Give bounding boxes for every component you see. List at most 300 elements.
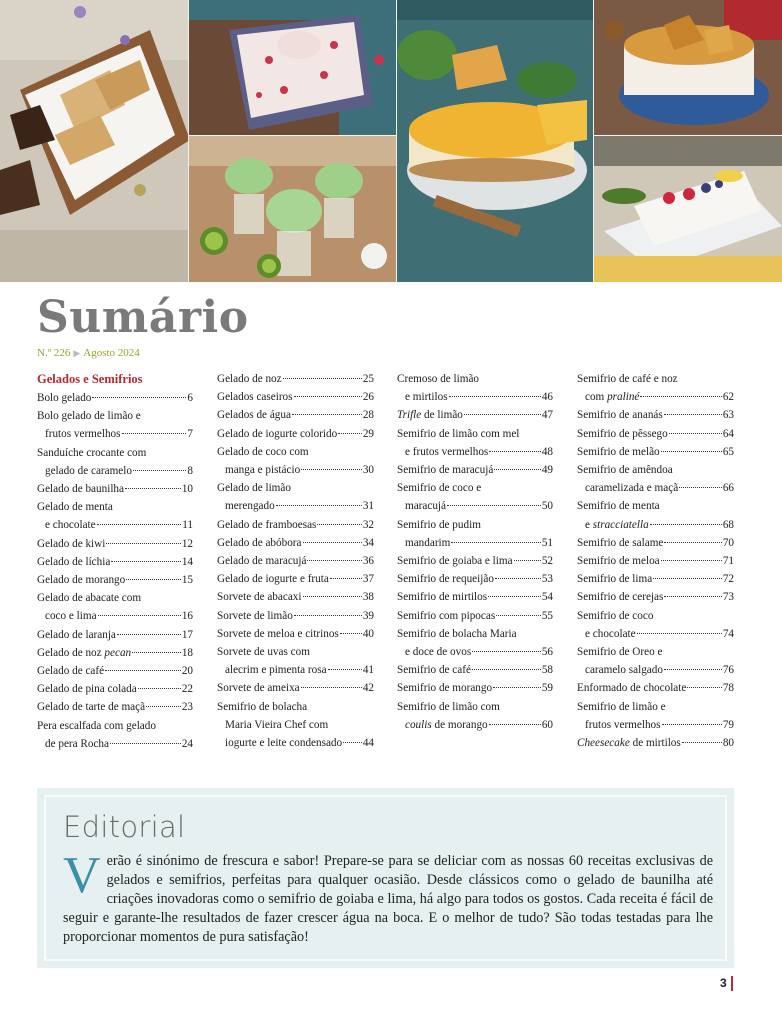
toc-entry-page: 59	[541, 682, 553, 695]
toc-entry-page: 40	[362, 627, 374, 640]
toc-entry[interactable]	[217, 479, 374, 515]
toc-entry-title: Gelado de iogurte e fruta	[217, 573, 329, 586]
toc-entry-title: Semifrio de limão e	[577, 700, 666, 713]
toc-entry[interactable]	[217, 516, 374, 534]
toc-entry-page: 26	[362, 391, 374, 404]
toc-dot-leader	[122, 433, 187, 434]
toc-entry[interactable]	[37, 444, 193, 480]
toc-entry[interactable]	[397, 588, 553, 606]
toc-entry-line	[217, 607, 374, 625]
toc-entry-page: 20	[181, 665, 193, 678]
toc-entry[interactable]	[577, 734, 734, 752]
toc-entry[interactable]	[577, 698, 734, 734]
toc-entry-title: e chocolate	[45, 519, 96, 532]
toc-entry[interactable]	[397, 661, 553, 679]
toc-entry-title: alecrim e pimenta rosa	[225, 664, 327, 677]
toc-entry-title: Semifrio de limão com mel	[397, 427, 520, 440]
toc-dot-leader	[679, 487, 722, 488]
toc-entry-page: 78	[722, 682, 734, 695]
toc-entry-line	[577, 625, 734, 643]
toc-entry[interactable]	[577, 425, 734, 443]
toc-entry-page: 65	[722, 445, 734, 458]
toc-entry-line	[37, 407, 193, 425]
toc-entry-page: 22	[181, 683, 193, 696]
page-number-bar	[731, 976, 733, 991]
toc-entry-line	[577, 479, 734, 497]
toc-entry-title: Semifrio de goiaba e lima	[397, 555, 513, 568]
toc-entry-title: Enformado de chocolate	[577, 682, 687, 695]
toc-entry-page: 62	[722, 391, 734, 404]
toc-dot-leader	[488, 596, 541, 597]
toc-entry-line	[397, 607, 553, 625]
toc-entry[interactable]	[397, 625, 553, 661]
toc-dot-leader	[494, 469, 541, 470]
toc-entry-title: Gelado de abacate com	[37, 592, 142, 605]
toc-entry-page: 49	[541, 464, 553, 477]
photo-orange-cheesecake	[397, 0, 593, 282]
toc-dot-leader	[117, 634, 181, 635]
toc-entry[interactable]	[397, 370, 553, 406]
toc-entry-line	[577, 406, 734, 424]
toc-entry[interactable]	[217, 643, 374, 679]
toc-entry[interactable]	[397, 698, 553, 734]
toc-entry-title: iogurte e leite condensado	[225, 737, 343, 750]
toc-entry-line	[217, 497, 374, 515]
toc-entry-title: Gelado de abóbora	[217, 536, 302, 549]
toc-column-4	[577, 370, 734, 752]
toc-entry-page: 8	[187, 464, 193, 477]
toc-dot-leader	[307, 560, 361, 561]
toc-dot-leader	[111, 561, 181, 562]
toc-dot-leader	[317, 524, 361, 525]
toc-entry-title: e doce de ovos	[405, 646, 472, 659]
toc-entry[interactable]	[577, 443, 734, 461]
toc-entry-page: 17	[181, 628, 193, 641]
toc-entry[interactable]	[217, 425, 374, 443]
toc-entry[interactable]	[217, 607, 374, 625]
toc-entry[interactable]	[397, 516, 553, 552]
photo-kiwi-ice-cream	[189, 136, 396, 282]
toc-dot-leader	[661, 560, 722, 561]
toc-entry[interactable]	[577, 679, 734, 697]
toc-entry[interactable]	[217, 679, 374, 697]
toc-entry-page: 41	[362, 664, 374, 677]
toc-entry[interactable]	[217, 625, 374, 643]
toc-entry-line	[577, 661, 734, 679]
toc-entry-page: 44	[362, 737, 374, 750]
toc-entry-title: Semifrio de pêssego	[577, 427, 668, 440]
toc-entry[interactable]	[577, 497, 734, 533]
toc-dot-leader	[472, 651, 541, 652]
toc-entry-page: 71	[722, 555, 734, 568]
toc-entry[interactable]	[37, 680, 193, 698]
toc-entry[interactable]	[37, 535, 193, 553]
toc-entry[interactable]	[397, 607, 553, 625]
toc-dot-leader	[97, 524, 182, 525]
toc-entry-title: e chocolate	[585, 627, 636, 640]
toc-entry-page: 63	[722, 409, 734, 422]
toc-column-1	[37, 370, 193, 753]
toc-entry-title: Gelado de coco com	[217, 445, 309, 458]
photo-semifreddo-loaf	[594, 136, 782, 282]
toc-entry-page: 24	[181, 737, 193, 750]
toc-entry-title: Gelado de noz pecan	[37, 646, 132, 659]
toc-entry-line	[217, 588, 374, 606]
toc-entry[interactable]	[577, 552, 734, 570]
toc-column-2	[217, 370, 374, 752]
toc-entry-line	[397, 625, 553, 643]
editorial-box	[37, 788, 734, 968]
toc-dot-leader	[105, 670, 181, 671]
toc-entry[interactable]	[577, 570, 734, 588]
toc-entry-title: maracujá	[405, 500, 446, 513]
toc-entry-line	[217, 552, 374, 570]
toc-entry[interactable]	[577, 534, 734, 552]
toc-dot-leader	[338, 433, 362, 434]
toc-entry[interactable]	[577, 461, 734, 497]
page-title: Sumário	[37, 292, 249, 343]
toc-entry-title: Semifrio de salame	[577, 536, 664, 549]
toc-entry-page: 58	[541, 664, 553, 677]
toc-entry-line	[577, 516, 734, 534]
toc-dot-leader	[650, 524, 722, 525]
toc-entry-page: 64	[722, 427, 734, 440]
toc-entry-line	[217, 570, 374, 588]
toc-entry-line	[37, 589, 193, 607]
toc-dot-leader	[126, 579, 181, 580]
toc-entry-page: 55	[541, 609, 553, 622]
photo-raspberry-ice-cream-tray	[189, 0, 396, 135]
toc-entry-line	[397, 406, 553, 424]
toc-entry[interactable]	[397, 461, 553, 479]
issue-date: Agosto 2024	[83, 347, 140, 359]
toc-entry-page: 68	[722, 518, 734, 531]
toc-dot-leader	[637, 633, 722, 634]
toc-entry[interactable]	[397, 406, 553, 424]
toc-entry-page: 60	[541, 718, 553, 731]
toc-entry-line	[397, 425, 553, 443]
toc-entry-title: Gelado de maracujá	[217, 555, 307, 568]
toc-entry-line	[217, 388, 374, 406]
toc-entry-title: Gelado de menta	[37, 501, 113, 514]
toc-entry-line	[37, 735, 193, 753]
toc-entry-title: Semifrio de ananás	[577, 409, 663, 422]
toc-entry-page: 10	[181, 483, 193, 496]
toc-entry-line	[217, 643, 374, 661]
toc-dot-leader	[653, 578, 722, 579]
toc-entry-line	[397, 661, 553, 679]
toc-entry-title: e frutos vermelhos	[405, 445, 489, 458]
toc-entry-line	[577, 425, 734, 443]
toc-entry-page: 51	[541, 536, 553, 549]
toc-entry-line	[577, 588, 734, 606]
toc-entry-title: Gelado de kiwi	[37, 537, 106, 550]
toc-entry-line	[577, 461, 734, 479]
toc-entry-line	[397, 698, 553, 716]
toc-dot-leader	[132, 652, 181, 653]
toc-entry-page: 36	[362, 555, 374, 568]
toc-entry[interactable]	[37, 589, 193, 625]
toc-dot-leader	[451, 542, 540, 543]
toc-entry[interactable]	[217, 406, 374, 424]
toc-entry-page: 73	[722, 591, 734, 604]
toc-entry-line	[397, 588, 553, 606]
toc-entry-line	[577, 497, 734, 515]
toc-entry-page: 11	[182, 519, 193, 532]
toc-entry-line	[217, 406, 374, 424]
editorial-body	[63, 847, 713, 947]
issue-info	[37, 347, 140, 359]
toc-entry-line	[397, 570, 553, 588]
toc-dot-leader	[92, 397, 186, 398]
toc-entry[interactable]	[37, 389, 193, 407]
toc-entry[interactable]	[37, 553, 193, 571]
toc-entry[interactable]	[217, 588, 374, 606]
toc-entry-title: Semifrio de bolacha Maria	[397, 627, 517, 640]
toc-entry-title: caramelizada e maçã	[585, 482, 679, 495]
toc-entry-line	[37, 516, 193, 534]
toc-entry-line	[577, 534, 734, 552]
toc-entry-line	[37, 444, 193, 462]
toc-entry-title: Sorvete de limão	[217, 609, 293, 622]
toc-entry-line	[577, 716, 734, 734]
toc-dot-leader	[292, 414, 362, 415]
toc-entry-line	[397, 388, 553, 406]
toc-entry[interactable]	[577, 588, 734, 606]
issue-number: N.º 226	[37, 347, 71, 359]
toc-entry[interactable]	[37, 407, 193, 443]
toc-entry-title: Gelado de líchia	[37, 555, 111, 568]
toc-entry-line	[37, 498, 193, 516]
toc-dot-leader	[664, 596, 721, 597]
toc-entry-title: Gelado de iogurte colorido	[217, 427, 338, 440]
toc-entry-title: Semifrio de limão com	[397, 700, 500, 713]
toc-entry[interactable]	[37, 571, 193, 589]
toc-entry-title: Semifrio de maracujá	[397, 464, 494, 477]
toc-dot-leader	[301, 687, 362, 688]
toc-entry-title: Semifrio de melão	[577, 445, 660, 458]
toc-dot-leader	[449, 396, 541, 397]
toc-entry-page: 12	[181, 537, 193, 550]
toc-entry-title: de pera Rocha	[45, 737, 109, 750]
toc-dot-leader	[138, 688, 181, 689]
toc-entry-line	[577, 607, 734, 625]
toc-entry-line	[37, 626, 193, 644]
toc-entry-title: caramelo salgado	[585, 664, 663, 677]
toc-entry[interactable]	[397, 679, 553, 697]
toc-dot-leader	[294, 615, 362, 616]
toc-dot-leader	[687, 687, 721, 688]
toc-dot-leader	[340, 633, 362, 634]
toc-entry-page: 47	[541, 409, 553, 422]
toc-entry[interactable]	[577, 643, 734, 679]
toc-dot-leader	[664, 414, 722, 415]
toc-entry-line	[397, 370, 553, 388]
toc-dot-leader	[472, 669, 541, 670]
toc-entry-title: Sorvete de ameixa	[217, 682, 300, 695]
toc-entry-title: manga e pistácio	[225, 464, 301, 477]
toc-dot-leader	[661, 451, 722, 452]
toc-entry-line	[217, 698, 374, 716]
toc-entry-title: Gelado de laranja	[37, 628, 116, 641]
toc-entry-page: 25	[362, 373, 374, 385]
toc-entry-title: Semifrio de coco e	[397, 482, 482, 495]
toc-entry-page: 76	[722, 664, 734, 677]
toc-entry-page: 74	[722, 627, 734, 640]
toc-dot-leader	[464, 414, 541, 415]
toc-entry-line	[577, 388, 734, 406]
toc-entry-line	[217, 461, 374, 479]
toc-entry-page: 50	[541, 500, 553, 513]
toc-entry[interactable]	[577, 406, 734, 424]
toc-entry-page: 15	[181, 574, 193, 587]
toc-entry-line	[577, 570, 734, 588]
toc-entry-title: Semifrio com pipocas	[397, 609, 496, 622]
toc-entry-title: Semifrio de requeijão	[397, 573, 494, 586]
toc-entry[interactable]	[217, 534, 374, 552]
toc-entry-page: 18	[181, 646, 193, 659]
toc-entry-line	[217, 370, 374, 388]
toc-entry[interactable]	[217, 698, 374, 753]
toc-dot-leader	[662, 724, 722, 725]
toc-entry-line	[577, 552, 734, 570]
toc-entry-page: 29	[362, 427, 374, 440]
toc-entry-line	[397, 643, 553, 661]
toc-dot-leader	[496, 615, 541, 616]
toc-entry-title: Semifrio de café	[397, 664, 471, 677]
toc-entry[interactable]	[577, 370, 734, 406]
toc-entry[interactable]	[37, 644, 193, 662]
toc-entry-title: Gelados de água	[217, 409, 291, 422]
toc-dot-leader	[664, 542, 721, 543]
toc-entry-line	[397, 497, 553, 515]
toc-entry-line	[217, 661, 374, 679]
toc-entry-line	[217, 479, 374, 497]
toc-entry-title: Semifrio de menta	[577, 500, 660, 513]
toc-entry-title: Gelado de café	[37, 665, 105, 678]
toc-dot-leader	[303, 542, 362, 543]
toc-entry-page: 48	[541, 445, 553, 458]
toc-entry[interactable]	[397, 570, 553, 588]
toc-entry-page: 37	[362, 573, 374, 586]
toc-entry-title: Semifrio de meloa	[577, 555, 660, 568]
toc-entry-page: 72	[722, 573, 734, 586]
toc-column-3	[397, 370, 553, 734]
toc-entry[interactable]	[217, 370, 374, 388]
toc-entry[interactable]	[397, 425, 553, 461]
toc-entry[interactable]	[37, 626, 193, 644]
toc-entry-title: e mirtilos	[405, 391, 448, 404]
toc-entry-line	[577, 643, 734, 661]
toc-entry-page: 66	[722, 482, 734, 495]
toc-entry[interactable]	[397, 479, 553, 515]
toc-entry-title: Bolo gelado	[37, 392, 92, 404]
toc-entry[interactable]	[37, 498, 193, 534]
toc-dot-leader	[514, 560, 541, 561]
toc-entry[interactable]	[397, 552, 553, 570]
toc-entry-line	[37, 571, 193, 589]
toc-entry-title: Gelado de morango	[37, 574, 126, 587]
toc-dot-leader	[682, 742, 722, 743]
toc-entry-line	[37, 462, 193, 480]
toc-entry-title: Semifrio de coco	[577, 609, 654, 622]
toc-entry-line	[217, 734, 374, 752]
toc-entry[interactable]	[37, 698, 193, 716]
toc-dot-leader	[303, 596, 362, 597]
toc-dot-leader	[640, 396, 721, 397]
toc-entry-line	[217, 679, 374, 697]
toc-entry-title: Semifrio de cerejas	[577, 591, 664, 604]
triangle-icon: ▶	[73, 348, 81, 358]
photo-banner	[0, 0, 782, 282]
toc-entry[interactable]	[217, 443, 374, 479]
toc-entry-line	[577, 679, 734, 697]
toc-entry[interactable]	[37, 480, 193, 498]
toc-dot-leader	[669, 433, 722, 434]
editorial-dropcap: V	[63, 847, 101, 904]
toc-entry[interactable]	[577, 607, 734, 643]
toc-entry-line	[217, 716, 374, 734]
toc-dot-leader	[146, 706, 181, 707]
toc-entry-title: e stracciatella	[585, 518, 649, 531]
toc-entry-title: Sorvete de abacaxi	[217, 591, 302, 604]
toc-dot-leader	[294, 396, 362, 397]
toc-entry[interactable]	[217, 570, 374, 588]
toc-entry-title: Sorvete de uvas com	[217, 646, 310, 659]
toc-entry-title: com praliné	[585, 391, 640, 404]
toc-entry-title: Cheesecake de mirtilos	[577, 737, 681, 750]
toc-entry-title: Sorvete de meloa e citrinos	[217, 627, 339, 640]
toc-entry-page: 28	[362, 409, 374, 422]
toc-entry-page: 70	[722, 536, 734, 549]
toc-entry-line	[217, 443, 374, 461]
toc-entry-title: Cremoso de limão	[397, 373, 480, 385]
toc-entry-title: Sanduíche crocante com	[37, 446, 147, 459]
toc-entry-title: coco e lima	[45, 610, 97, 623]
toc-dot-leader	[489, 451, 541, 452]
toc-entry-line	[397, 443, 553, 461]
toc-entry-line	[217, 534, 374, 552]
toc-dot-leader	[125, 488, 181, 489]
toc-entry-title: Bolo gelado de limão e	[37, 410, 141, 423]
toc-entry-page: 53	[541, 573, 553, 586]
toc-entry[interactable]	[37, 662, 193, 680]
toc-entry-title: Gelado de limão	[217, 482, 291, 495]
toc-entry[interactable]	[37, 717, 193, 753]
toc-entry-page: 30	[362, 464, 374, 477]
page-number: 3	[720, 976, 727, 990]
toc-dot-leader	[664, 669, 722, 670]
toc-entry-title: frutos vermelhos	[45, 428, 121, 441]
toc-dot-leader	[301, 469, 362, 470]
toc-entry-line	[37, 535, 193, 553]
toc-entry-title: Gelado de framboesas	[217, 518, 317, 531]
toc-entry-line	[37, 389, 193, 407]
toc-entry[interactable]	[217, 388, 374, 406]
toc-entry-line	[37, 425, 193, 443]
toc-entry-page: 14	[181, 555, 193, 568]
toc-entry-page: 16	[181, 610, 193, 623]
toc-dot-leader	[489, 724, 541, 725]
toc-entry-line	[577, 698, 734, 716]
toc-entry-line	[577, 443, 734, 461]
toc-entry-page: 6	[187, 392, 193, 404]
toc-entry[interactable]	[217, 552, 374, 570]
toc-entry-line	[217, 425, 374, 443]
toc-entry-title: Gelado de baunilha	[37, 483, 124, 496]
toc-entry-line	[577, 734, 734, 752]
toc-entry-line	[37, 662, 193, 680]
